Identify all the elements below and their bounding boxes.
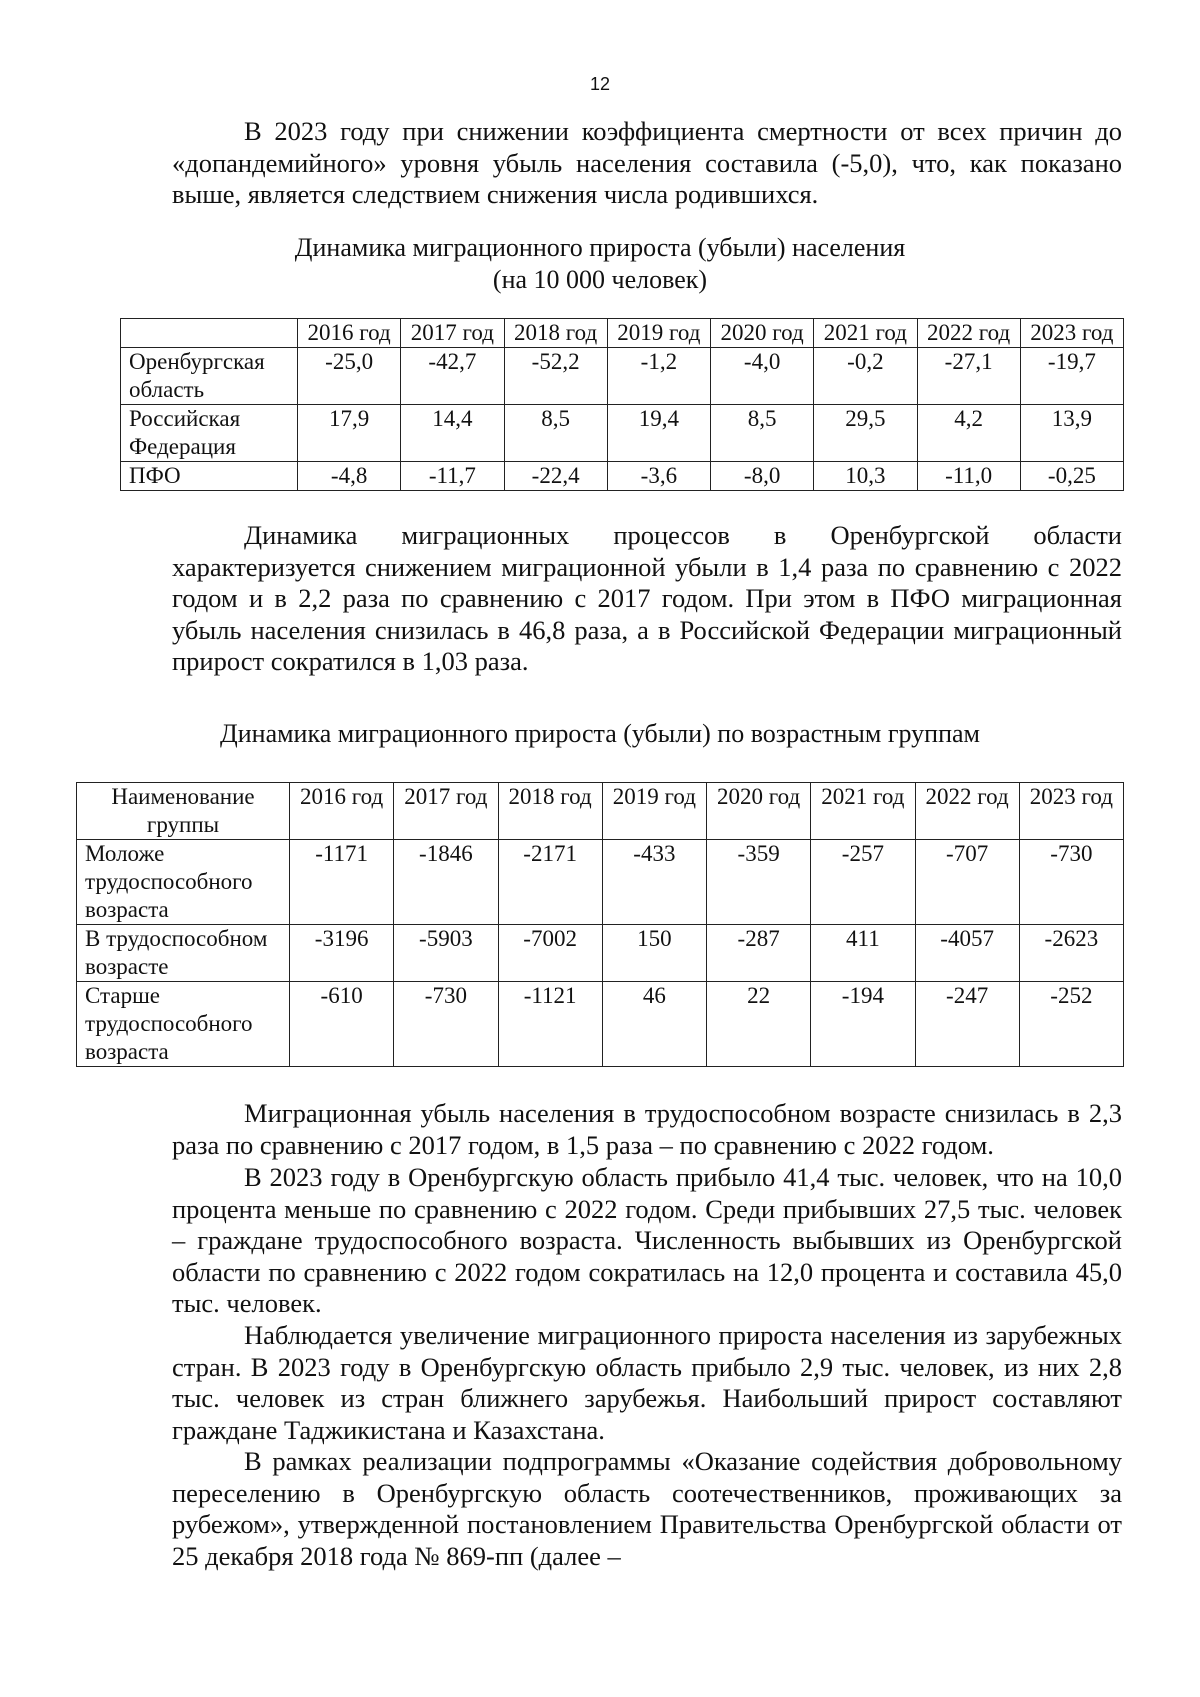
table-cell: -3196 (290, 925, 394, 982)
page-number: 12 (589, 74, 611, 94)
table-cell: 19,4 (607, 405, 710, 462)
table-header-row (121, 319, 1124, 348)
paragraph-subprogram: В рамках реализации подпрограммы «Оказание содействия добровольному переселению в Оренбургскую область соотечественников, проживающих за рубежом», утвержденной постановлением Правительства Оренбургской области от 25 декабря 2018 года № 869-пп (далее – (172, 1446, 1122, 1571)
table-cell: 29,5 (814, 405, 917, 462)
table-cell: 13,9 (1020, 405, 1123, 462)
table-cell: -194 (811, 982, 915, 1067)
migration-by-age-table (76, 782, 1124, 1067)
table-header-cell: 2019 год (607, 319, 710, 348)
table-cell: -707 (915, 840, 1019, 925)
table-cell: -252 (1019, 982, 1123, 1067)
table1-caption-line1: Динамика миграционного прироста (убыли) населения (294, 233, 906, 262)
table-cell: -3,6 (607, 462, 710, 491)
table-cell: -11,0 (917, 462, 1020, 491)
table-header-cell: 2023 год (1020, 319, 1123, 348)
table-cell: -22,4 (504, 462, 607, 491)
row-label: Оренбургская область (121, 348, 298, 405)
table-cell: 10,3 (814, 462, 917, 491)
table-cell: 14,4 (401, 405, 504, 462)
table-cell: 46 (602, 982, 706, 1067)
table-cell: -25,0 (298, 348, 401, 405)
table-cell: -0,2 (814, 348, 917, 405)
table-header-cell: 2019 год (602, 783, 706, 840)
table-cell: -247 (915, 982, 1019, 1067)
table-cell: -27,1 (917, 348, 1020, 405)
table-cell: -1846 (394, 840, 498, 925)
table-cell: -2171 (498, 840, 602, 925)
table-header-cell: 2022 год (917, 319, 1020, 348)
paragraph-foreign-migration: Наблюдается увеличение миграционного прироста населения из зарубежных стран. В 2023 году в Оренбургскую область прибыло 2,9 тыс. человек, из них 2,8 тыс. человек из стран ближнего зарубежья. Наибольший прирост составляют граждане Таджикистана и Казахстана. (172, 1320, 1122, 1445)
table-cell: -52,2 (504, 348, 607, 405)
table-cell: -42,7 (401, 348, 504, 405)
table-cell: -730 (394, 982, 498, 1067)
row-label: Моложе трудоспособного возраста (77, 840, 290, 925)
row-label: ПФО (121, 462, 298, 491)
table1-caption-line2: (на 10 000 человек) (492, 265, 708, 294)
table-header-cell: 2016 год (298, 319, 401, 348)
row-label: Российская Федерация (121, 405, 298, 462)
table-cell: -8,0 (711, 462, 814, 491)
table-header-cell: 2022 год (915, 783, 1019, 840)
table-cell: -5903 (394, 925, 498, 982)
paragraph-mortality: В 2023 году при снижении коэффициента смертности от всех причин до «допандемийного» уровня убыль населения составила (-5,0), что, как показано выше, является следствием снижения числа родившихся. (172, 116, 1122, 209)
table-header-cell: Наименование группы (77, 783, 290, 840)
table-row (77, 925, 1124, 982)
table-cell: -730 (1019, 840, 1123, 925)
table-cell: -359 (707, 840, 811, 925)
table-cell: -1,2 (607, 348, 710, 405)
paragraph-migration-dynamics: Динамика миграционных процессов в Оренбургской области характеризуется снижением миграционной убыли в 1,4 раза по сравнению с 2022 годом и в 2,2 раза по сравнению с 2017 годом. При этом в ПФО миграционная убыль населения снизилась в 46,8 раза, а в Российской Федерации миграционный прирост сократился в 1,03 раза. (172, 520, 1122, 676)
table-header-cell (121, 319, 298, 348)
table-cell: -4057 (915, 925, 1019, 982)
table-cell: -7002 (498, 925, 602, 982)
table-header-cell: 2017 год (401, 319, 504, 348)
table-header-cell: 2021 год (814, 319, 917, 348)
table-cell: -1171 (290, 840, 394, 925)
table-header-cell: 2023 год (1019, 783, 1123, 840)
table-header-cell: 2020 год (711, 319, 814, 348)
table-header-cell: 2020 год (707, 783, 811, 840)
table-row (121, 348, 1124, 405)
table-cell: -287 (707, 925, 811, 982)
table2-caption: Динамика миграционного прироста (убыли) по возрастным группам (220, 719, 980, 748)
row-label: Старше трудоспособного возраста (77, 982, 290, 1067)
table-cell: 411 (811, 925, 915, 982)
table-header-cell: 2017 год (394, 783, 498, 840)
table-row (121, 462, 1124, 491)
table-cell: -610 (290, 982, 394, 1067)
table-cell: 4,2 (917, 405, 1020, 462)
table-row (121, 405, 1124, 462)
table-cell: -1121 (498, 982, 602, 1067)
row-label: В трудоспособном возрасте (77, 925, 290, 982)
table-cell: -2623 (1019, 925, 1123, 982)
table-cell: -11,7 (401, 462, 504, 491)
table-cell: -0,25 (1020, 462, 1123, 491)
table-header-cell: 2016 год (290, 783, 394, 840)
table-cell: 8,5 (504, 405, 607, 462)
table-cell: -4,0 (711, 348, 814, 405)
table-row (77, 982, 1124, 1067)
table-cell: -433 (602, 840, 706, 925)
table-cell: 22 (707, 982, 811, 1067)
table-header-cell: 2018 год (504, 319, 607, 348)
table-header-cell: 2021 год (811, 783, 915, 840)
table-row (77, 840, 1124, 925)
table-cell: -257 (811, 840, 915, 925)
table-header-cell: 2018 год (498, 783, 602, 840)
migration-table-per-10000 (120, 318, 1124, 491)
table-cell: 8,5 (711, 405, 814, 462)
table-cell: -4,8 (298, 462, 401, 491)
table-cell: -19,7 (1020, 348, 1123, 405)
table-cell: 150 (602, 925, 706, 982)
paragraph-arrivals: В 2023 году в Оренбургскую область прибыло 41,4 тыс. человек, что на 10,0 процента меньше по сравнению с 2022 годом. Среди прибывших 27,5 тыс. человек – граждане трудоспособного возраста. Численность выбывших из Оренбургской области по сравнению с 2022 годом сократилась на 12,0 процента и составила 45,0 тыс. человек. (172, 1162, 1122, 1318)
paragraph-working-age: Миграционная убыль населения в трудоспособном возрасте снизилась в 2,3 раза по сравнению с 2017 годом, в 1,5 раза – по сравнению с 2022 годом. (172, 1098, 1122, 1160)
table-cell: 17,9 (298, 405, 401, 462)
table-header-row (77, 783, 1124, 840)
